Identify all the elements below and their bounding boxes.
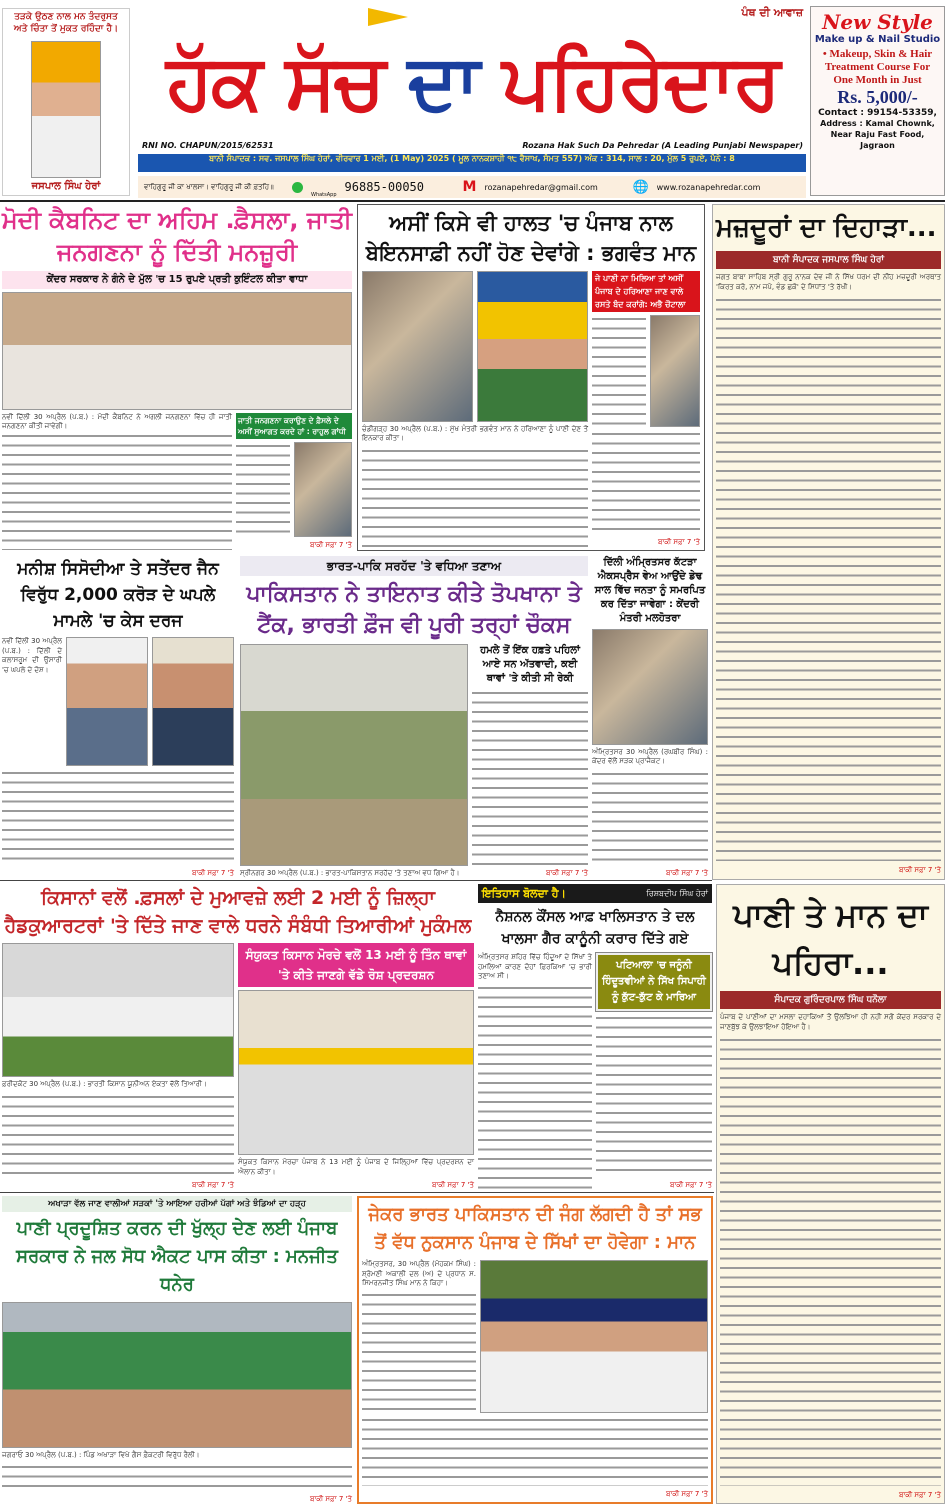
sisodia-continued[interactable]: ਬਾਕੀ ਸਫ਼ਾ 7 'ਤੇ	[191, 869, 234, 877]
kisan-lede: ਫ਼ਰੀਦਕੋਟ 30 ਅਪ੍ਰੈਲ (ਪ.ਬ.) : ਭਾਰਤੀ ਕਿਸਾਨ ਯੂਨੀਅਨ ਏਕਤਾ ਵੱਲੋਂ ਤਿਆਰੀ।	[2, 1080, 207, 1089]
history-kicker-bar	[478, 884, 712, 903]
farmers-meeting-photo	[2, 943, 234, 1077]
ad-subtitle: Make up & Nail Studio	[814, 34, 941, 45]
history-lede: ਅੰਮ੍ਰਿਤਸਰ ਸ਼ਹਿਰ ਵਿੱਚ ਹਿੰਦੂਆਂ ਦੇ ਸਿੱਖਾਂ ਤੇ ਹਮਲਿਆਂ ਕਾਰਣ ਦੋਹਾਂ ਫ਼ਿਰਕਿਆਂ 'ਚ ਭਾਰੀ ਤਣਾਅ ਸੀ।	[478, 953, 592, 980]
mann-continued[interactable]: ਬਾਕੀ ਸਫ਼ਾ 7 'ਤੇ	[657, 538, 700, 546]
simranjit-lede: ਅੰਮ੍ਰਿਤਸਰ, 30 ਅਪ੍ਰੈਲ (ਮੋਹਕਮ ਸਿੰਘ) : ਸ਼੍ਰੋਮਣੀ ਅਕਾਲੀ ਦਲ (ਅ) ਦੇ ਪ੍ਰਧਾਨ ਸ. ਸਿਮਰਨਜੀਤ ਸਿੰਘ ਮਾਨ ਨੇ ਕਿਹਾ।	[362, 1260, 476, 1287]
sisodia-photo	[66, 637, 148, 766]
kisan-continued[interactable]: ਬਾਕੀ ਸਫ਼ਾ 7 'ਤੇ	[191, 1181, 234, 1189]
editorial-2-headline[interactable]: ਪਾਣੀ ਤੇ ਮਾਨ ਦਾ ਪਹਿਰਾ...	[733, 896, 928, 982]
mann-body	[362, 447, 588, 548]
masthead-title[interactable]	[140, 34, 805, 130]
dateline-bar: ਬਾਨੀ ਸੰਪਾਦਕ : ਸਵ. ਜਸਪਾਲ ਸਿੰਘ ਹੇਰਾਂ, ਵੀਰਵਾਰ 1 ਮਈ, (1 May) 2025 ( ਮੂਲ ਨਾਨਕਸ਼ਾਹੀ ੧੮ ਵੈਸਾਖ, ਸੰਮਤ 557) ਅੰਕ : 314, ਸਾਲ : 20, ਮੁੱਲ 5 ਰੁਪਏ, ਪੰਨੇ : 8	[138, 154, 806, 172]
gmail-icon: M	[462, 179, 477, 195]
contact-bar	[138, 176, 806, 198]
modi-lede: ਨਵੀਂ ਦਿੱਲੀ 30 ਅਪ੍ਰੈਲ (ਪ.ਬ.) : ਮੋਦੀ ਕੈਬਨਿਟ ਨੇ ਅਗਲੀ ਜਨਗਣਨਾ ਵਿੱਚ ਹੀ ਜਾਤੀ ਜਨਗਣਨਾ ਕੀਤੀ ਜਾਵੇਗੀ।	[2, 412, 232, 430]
kisan-article	[2, 884, 474, 1190]
dhaner-kicker: ਅਖਾੜਾ ਵੱਲ ਜਾਣ ਵਾਲੀਆਂ ਸੜਕਾਂ 'ਤੇ ਆਇਆ ਹਰੀਆਂ ਪੱਗਾਂ ਅਤੇ ਝੰਡਿਆਂ ਦਾ ਹੜ੍ਹ	[2, 1196, 352, 1212]
editorial-2-body	[720, 1036, 941, 1486]
whatsapp-icon	[292, 182, 303, 193]
border-side-headline: ਹਮਲੇ ਤੋਂ ਇੱਕ ਹਫ਼ਤੇ ਪਹਿਲਾਂ ਆਏ ਸਨ ਅੱਤਵਾਦੀ, ਕਈ ਥਾਵਾਂ 'ਤੇ ਕੀਤੀ ਸੀ ਰੇਕੀ	[480, 645, 580, 684]
chautala-photo	[650, 315, 700, 427]
history-body	[478, 984, 592, 1191]
soldiers-border-photo	[240, 644, 468, 866]
simranjit-body	[362, 1291, 476, 1414]
email-link[interactable]: rozanapehredar@gmail.com	[484, 182, 598, 192]
editorial-1-byline: ਬਾਨੀ ਸੰਪਾਦਕ ਜਸਪਾਲ ਸਿੰਘ ਹੇਰਾਂ	[716, 251, 941, 269]
border-continued[interactable]: ਬਾਕੀ ਸਫ਼ਾ 7 'ਤੇ	[545, 869, 588, 877]
simranjit-article	[357, 1196, 713, 1504]
sisodia-lede: ਨਵੀਂ ਦਿੱਲੀ 30 ਅਪ੍ਰੈਲ (ਪ.ਬ.) : ਦਿੱਲੀ ਦੇ ਕਲਾਸਰੂਮ ਦੀ ਉਸਾਰੀ 'ਚ ਘਪਲੇ ਦੇ ਦੋਸ਼।	[2, 637, 62, 674]
chautala-body	[592, 315, 646, 427]
skm-press-photo	[238, 990, 474, 1155]
mann-article	[357, 204, 705, 551]
expressway-lede: ਅੰਮ੍ਰਿਤਸਰ 30 ਅਪ੍ਰੈਲ (ਰਘਬੀਰ ਸਿੰਘ) : ਕੇਂਦਰ ਵੱਲੋਂ ਸੜਕ ਪ੍ਰਾਜੈਕਟ।	[592, 747, 708, 765]
row-rule	[0, 880, 712, 881]
kisan-body	[2, 1093, 234, 1177]
modi-subhead: ਕੇਂਦਰ ਸਰਕਾਰ ਨੇ ਗੰਨੇ ਦੇ ਮੁੱਲ 'ਚ 15 ਰੁਪਏ ਪ੍ਰਤੀ ਕੁਇੰਟਲ ਕੀਤਾ ਵਾਧਾ	[2, 271, 352, 289]
simranjit-headline[interactable]: ਜੇਕਰ ਭਾਰਤ ਪਾਕਿਸਤਾਨ ਦੀ ਜੰਗ ਲੱਗਦੀ ਹੈ ਤਾਂ ਸਭ ਤੋਂ ਵੱਧ ਨੁਕਸਾਨ ਪੰਜਾਬ ਦੇ ਸਿੱਖਾਂ ਦਾ ਹੋਵੇਗਾ : ਮਾਨ	[368, 1204, 702, 1253]
title-part: ਹੱਕ ਸੱਚ	[166, 37, 384, 126]
editorial-1-headline[interactable]: ਮਜ਼ਦੂਰਾਂ ਦਾ ਦਿਹਾੜਾ...	[716, 213, 937, 243]
phone-number[interactable]: 96885-00050	[344, 180, 424, 194]
dhaner-article	[2, 1196, 352, 1504]
skm-continued[interactable]: ਬਾਕੀ ਸਫ਼ਾ 7 'ਤੇ	[431, 1181, 474, 1189]
modi-article	[2, 204, 352, 550]
editorial-column-1	[712, 204, 945, 880]
expressway-body	[592, 770, 708, 866]
dhaner-continued[interactable]: ਬਾਕੀ ਸਫ਼ਾ 7 'ਤੇ	[309, 1495, 352, 1503]
ad-address: Address : Kamal Chownk, Near Raju Fast Food, Jagraon	[820, 119, 935, 150]
editorial-1-body	[716, 296, 941, 861]
founder-box	[2, 8, 130, 196]
founder-quote: ਤੜਕੇ ਉਠਣ ਨਾਲ ਮਨ ਤੰਦਰੁਸਤ ਅਤੇ ਚਿੰਤਾ ਤੋਂ ਮੁਕਤ ਰਹਿੰਦਾ ਹੈ।	[13, 12, 119, 34]
greeting: ਵਾਹਿਗੁਰੂ ਜੀ ਕਾ ਖਾਲਸਾ। ਵਾਹਿਗੁਰੂ ਜੀ ਕੀ ਫ਼ਤਹਿ॥	[144, 182, 274, 191]
modi-body	[2, 432, 232, 551]
masthead	[140, 4, 805, 136]
border-side-body	[472, 689, 588, 865]
satyendar-jain-photo	[152, 637, 234, 766]
modi-body-2	[236, 442, 290, 538]
ad-contact: Contact : 99154-53359,	[818, 108, 937, 118]
modi-continued[interactable]: ਬਾਕੀ ਸਫ਼ਾ 7 'ਤੇ	[309, 541, 352, 549]
editorial-column-2	[716, 884, 945, 1504]
minister-meeting-photo	[592, 629, 708, 745]
whatsapp-label: WhatsApp	[311, 192, 337, 198]
mann-headline[interactable]: ਅਸੀਂ ਕਿਸੇ ਵੀ ਹਾਲਤ 'ਚ ਪੰਜਾਬ ਨਾਲ ਬੇਇਨਸਾਫ਼ੀ ਨਹੀਂ ਹੋਣ ਦੇਵਾਂਗੇ : ਭਗਵੰਤ ਮਾਨ	[365, 211, 697, 265]
bhagwant-mann-photo	[477, 271, 588, 422]
minister-photo	[362, 271, 473, 422]
dhaner-lede: ਜਗਰਾਓਂ 30 ਅਪ੍ਰੈਲ (ਪ.ਬ.) : ਪਿੰਡ ਅਖਾੜਾ ਵਿਖੇ ਗੈਸ ਫ਼ੈਕਟਰੀ ਵਿਰੁੱਧ ਰੈਲੀ।	[2, 1450, 200, 1459]
sisodia-body-2	[2, 769, 234, 866]
editorial-2-lede: ਪੰਜਾਬ ਦੇ ਪਾਣੀਆਂ ਦਾ ਮਸਲਾ ਦਹਾਕਿਆਂ ਤੋਂ ਉਲਝਿਆ ਹੀ ਨਹੀਂ ਸਗੋਂ ਕੇਂਦਰ ਸਰਕਾਰ ਦੇ ਜਾਣਬੁੱਝ ਕੇ ਉਲਝਾਇਆ ਹੋਇਆ ਹੈ।	[720, 1013, 941, 1031]
dhaner-headline[interactable]: ਪਾਣੀ ਪ੍ਰਦੂਸ਼ਿਤ ਕਰਨ ਦੀ ਖੁੱਲ੍ਹ ਦੇਣ ਲਈ ਪੰਜਾਬ ਸਰਕਾਰ ਨੇ ਜਲ ਸੋਧ ਐਕਟ ਪਾਸ ਕੀਤਾ : ਮਨਜੀਤ ਧਨੇਰ	[16, 1218, 338, 1295]
header-rule	[0, 200, 945, 202]
history-article	[478, 884, 712, 1190]
advertisement[interactable]	[810, 6, 945, 196]
title-part: ਦਾ	[407, 37, 478, 126]
ad-brand: New Style	[822, 10, 933, 34]
title-part: ਪਹਿਰੇਦਾਰ	[502, 37, 779, 126]
expressway-headline[interactable]: ਦਿੱਲੀ ਅੰਮ੍ਰਿਤਸਰ ਕੱਟੜਾ ਐਕਸਪ੍ਰੈਸ ਵੇਅ ਆਉਂਦੇ ਡੇਢ ਸਾਲ ਵਿੱਚ ਜਨਤਾ ਨੂੰ ਸਮਰਪਿਤ ਕਰ ਦਿੱਤਾ ਜਾਵੇਗਾ : ਕੇਂਦਰੀ ਮੰਤਰੀ ਮਲਹੋਤਰਾ	[594, 557, 706, 624]
chautala-body-2	[592, 430, 700, 534]
cabinet-meeting-photo	[2, 292, 352, 410]
rally-crowd-photo	[2, 1302, 352, 1448]
skm-lede: ਸੰਯੁਕਤ ਕਿਸਾਨ ਮੋਰਚਾ ਪੰਜਾਬ ਨੇ 13 ਮਈ ਨੂੰ ਪੰਜਾਬ ਦੇ ਜਿਲ੍ਹਿਆਂ ਵਿੱਚ ਪ੍ਰਦਰਸ਼ਨ ਦਾ ਐਲਾਨ ਕੀਤਾ।	[238, 1158, 474, 1176]
kisan-headline[interactable]: ਕਿਸਾਨਾਂ ਵਲੋਂ .ਫ਼ਸਲਾਂ ਦੇ ਮੁਆਵਜ਼ੇ ਲਈ 2 ਮਈ ਨੂੰ ਜ਼ਿਲ੍ਹਾ ਹੈਡਕੁਆਰਟਰਾਂ 'ਤੇ ਦਿੱਤੇ ਜਾਣ ਵਾਲੇ ਧਰਨੇ ਸੰਬੰਧੀ ਤਿਆਰੀਆਂ ਮੁਕੰਮਲ	[4, 887, 472, 937]
rni-number: RNI NO. CHAPUN/2015/62531	[142, 141, 274, 150]
dhaner-body	[2, 1463, 352, 1491]
patiala-body	[596, 1014, 712, 1177]
border-lede: ਸ੍ਰੀਨਗਰ 30 ਅਪ੍ਰੈਲ (ਪ.ਬ.) : ਭਾਰਤ-ਪਾਕਿਸਤਾਨ ਸਰਹੱਦ 'ਤੇ ਤਣਾਅ ਵਧ ਗਿਆ ਹੈ।	[240, 868, 460, 877]
ad-offer: • Makeup, Skin & Hair Treatment Course For One Month in Just	[822, 48, 933, 86]
row-rule-2	[0, 1192, 714, 1193]
history-kicker: ਇਤਿਹਾਸ ਬੋਲਦਾ ਹੈ।	[482, 887, 566, 900]
border-article	[240, 556, 588, 878]
skm-headline[interactable]: ਸੰਯੁਕਤ ਕਿਸਾਨ ਮੋਰਚੇ ਵਲੋਂ 13 ਮਈ ਨੂੰ ਤਿੰਨ ਥਾਵਾਂ 'ਤੇ ਕੀਤੇ ਜਾਣਗੇ ਵੱਡੇ ਰੋਸ਼ ਪ੍ਰਦਰਸ਼ਨ	[238, 943, 474, 987]
expressway-article	[592, 556, 708, 878]
globe-icon: 🌐	[632, 179, 649, 195]
border-kicker: ਭਾਰਤ-ਪਾਕਿ ਸਰਹੱਦ 'ਤੇ ਵਧਿਆ ਤਣਾਅ	[240, 556, 588, 576]
editorial-1-continued[interactable]: ਬਾਕੀ ਸਫ਼ਾ 7 'ਤੇ	[898, 866, 941, 874]
rahul-quote-box: ਜਾਤੀ ਜਨਗਣਨਾ ਕਰਾਉਣ ਦੇ ਫ਼ੈਸਲੇ ਦੇ ਅਸੀਂ ਸੁਆਗਤ ਕਰਦੇ ਹਾਂ : ਰਾਹੁਲ ਗਾਂਧੀ	[236, 413, 352, 439]
english-name: Rozana Hak Such Da Pehredar (A Leading Punjabi Newspaper)	[522, 141, 803, 150]
border-headline[interactable]: ਪਾਕਿਸਤਾਨ ਨੇ ਤਾਇਨਾਤ ਕੀਤੇ ਤੋਪਖਾਨਾ ਤੇ ਟੈਂਕ, ਭਾਰਤੀ ਫ਼ੌਜ ਵੀ ਪੂਰੀ ਤਰ੍ਹਾਂ ਚੌਕਸ	[246, 582, 582, 638]
history-continued[interactable]: ਬਾਕੀ ਸਫ਼ਾ 7 'ਤੇ	[669, 1181, 712, 1189]
ad-price: Rs. 5,000/-	[837, 87, 918, 107]
modi-headline[interactable]: ਮੋਦੀ ਕੈਬਨਿਟ ਦਾ ਅਹਿਮ .ਫ਼ੈਸਲਾ, ਜਾਤੀ ਜਨਗਣਨਾ ਨੂੰ ਦਿੱਤੀ ਮਨਜ਼ੂਰੀ	[2, 206, 352, 266]
expressway-continued[interactable]: ਬਾਕੀ ਸਫ਼ਾ 7 'ਤੇ	[665, 869, 708, 877]
chautala-box: ਜੇ ਪਾਣੀ ਨਾ ਮਿਲਿਆ ਤਾਂ ਅਸੀਂ ਪੰਜਾਬ ਦੇ ਹਰਿਆਣਾ ਜਾਣ ਵਾਲੇ ਰਸਤੇ ਬੰਦ ਕਰਾਂਗੇ: ਅਭੈ ਚੌਟਾਲਾ	[592, 271, 700, 312]
simranjit-body-2	[362, 1416, 708, 1486]
editorial-2-continued[interactable]: ਬਾਕੀ ਸਫ਼ਾ 7 'ਤੇ	[898, 1491, 941, 1499]
sisodia-headline[interactable]: ਮਨੀਸ਼ ਸਿਸੋਦੀਆ ਤੇ ਸਤੇਂਦਰ ਜੈਨ ਵਿਰੁੱਧ 2,000 ਕਰੋੜ ਦੇ ਘਪਲੇ ਮਾਮਲੇ 'ਚ ਕੇਸ ਦਰਜ	[17, 559, 219, 631]
tagline: ਪੰਥ ਦੀ ਆਵਾਜ਼	[741, 6, 803, 19]
founder-photo	[31, 41, 101, 178]
editorial-1-lede: ਜਗਤ ਬਾਬਾ ਸਾਹਿਬ ਸ੍ਰੀ ਗੁਰੂ ਨਾਨਕ ਦੇਵ ਜੀ ਨੇ ਸਿੱਖ ਧਰਮ ਦੀ ਨੀਂਹ ਮਜ਼ਦੂਰੀ ਅਰਥਾਤ 'ਕਿਰਤ ਕਰੋ, ਨਾਮ ਜਪੋ, ਵੰਡ ਛਕੋ' ਦੇ ਸਿਧਾਂਤ 'ਤੇ ਰੱਖੀ।	[716, 273, 941, 291]
sisodia-article	[2, 556, 234, 878]
mann-lede: ਚੰਡੀਗੜ੍ਹ 30 ਅਪ੍ਰੈਲ (ਪ.ਬ.) : ਮੁੱਖ ਮੰਤਰੀ ਭਗਵੰਤ ਮਾਨ ਨੇ ਹਰਿਆਣਾ ਨੂੰ ਪਾਣੀ ਦੇਣ ਤੋਂ ਇਨਕਾਰ ਕੀਤਾ।	[362, 424, 588, 442]
founder-name: ਜਸਪਾਲ ਸਿੰਘ ਹੇਰਾਂ	[31, 181, 101, 192]
patiala-box: ਪਟਿਆਲਾ 'ਚ ਜਨੂੰਨੀ ਹਿੰਦੂਤਵੀਆਂ ਨੇ ਸਿੱਖ ਸਿਪਾਹੀ ਨੂੰ ਕੁੱਟ-ਕੁੱਟ ਕੇ ਮਾਰਿਆ	[596, 953, 712, 1011]
editorial-2-byline: ਸੰਪਾਦਕ ਗੁਰਿੰਦਰਪਾਲ ਸਿੰਘ ਧਨੌਲਾ	[720, 991, 941, 1009]
website-link[interactable]: www.rozanapehredar.com	[656, 182, 761, 192]
history-headline[interactable]: ਨੈਸ਼ਨਲ ਕੌਂਸਲ ਆਫ਼ ਖਾਲਿਸਤਾਨ ਤੇ ਦਲ ਖਾਲਸਾ ਗੈਰ ਕਾਨੂੰਨੀ ਕਰਾਰ ਦਿੱਤੇ ਗਏ	[495, 909, 695, 947]
history-author: ਰਿਸ਼ਬਦੀਪ ਸਿੰਘ ਹੇਰਾਂ	[646, 889, 708, 898]
rahul-photo	[294, 442, 352, 538]
akali-leaders-photo	[480, 1260, 708, 1413]
simranjit-continued[interactable]: ਬਾਕੀ ਸਫ਼ਾ 7 'ਤੇ	[665, 1490, 708, 1498]
